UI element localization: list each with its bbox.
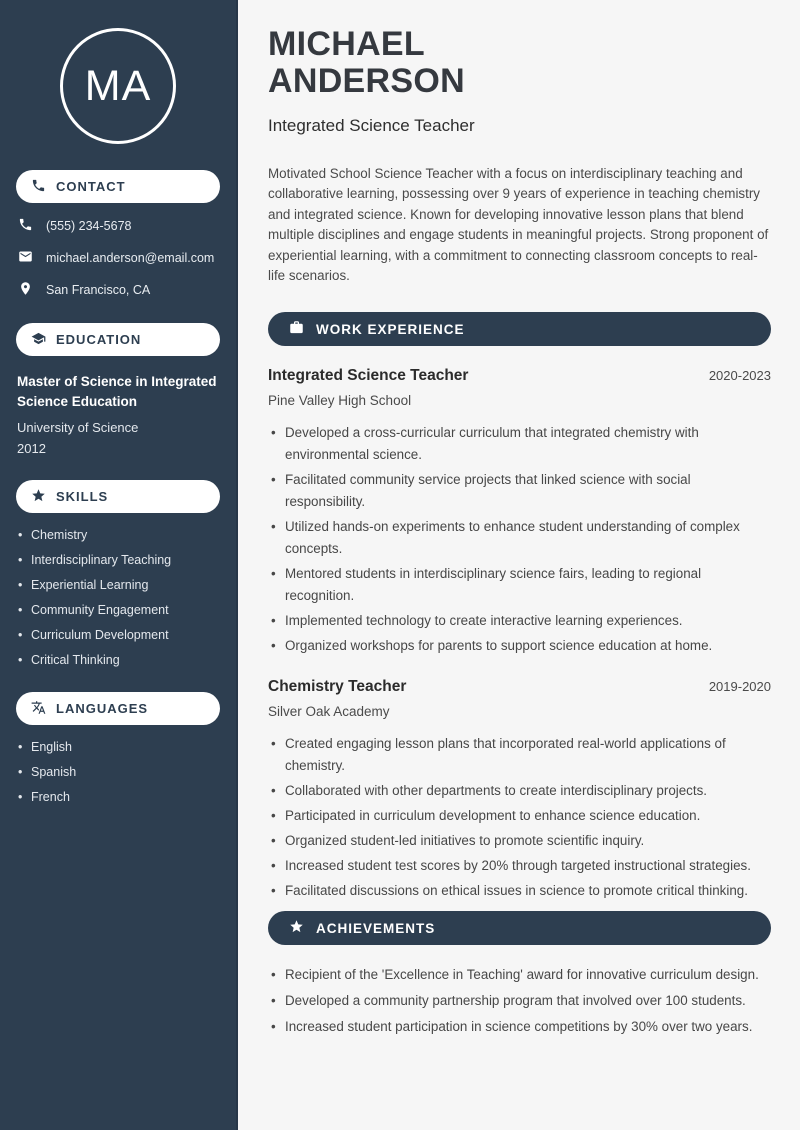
language-item: • French — [18, 790, 222, 805]
job-header — [268, 678, 771, 696]
job-bullet: • Collaborated with other departments to create interdisciplinary projects. — [268, 780, 771, 802]
achievement-item: • Recipient of the 'Excellence in Teaching' award for innovative curriculum design. — [268, 964, 771, 986]
skills-section-title: SKILLS — [56, 489, 109, 504]
skill-item: • Experiential Learning — [18, 578, 222, 593]
skills-section — [0, 480, 236, 668]
job-dates: 2020-2023 — [708, 368, 771, 384]
sidebar — [0, 0, 238, 1130]
contact-email-text: michael.anderson@email.com — [46, 251, 215, 265]
main-content — [238, 0, 800, 1130]
location-icon — [18, 281, 33, 299]
job-bullet: • Developed a cross-curricular curriculum that integrated chemistry with environmental science. — [268, 422, 771, 466]
contact-phone-text: (555) 234-5678 — [46, 219, 132, 233]
avatar-initials: MA — [84, 61, 152, 110]
avatar — [60, 28, 176, 144]
job-company: Silver Oak Academy — [268, 704, 390, 720]
contact-section-header — [16, 170, 220, 203]
skills-section-header — [16, 480, 220, 513]
education-degree: Master of Science in Integrated Science Education — [17, 374, 217, 409]
job-entry — [268, 367, 771, 657]
achievements-list — [268, 964, 771, 1038]
job-bullet: • Implemented technology to create interactive learning experiences. — [268, 610, 771, 632]
skill-item: • Critical Thinking — [18, 653, 222, 668]
job-bullet: • Facilitated discussions on ethical issues in science to promote critical thinking. — [268, 880, 771, 902]
job-bullet: • Mentored students in interdisciplinary science fairs, leading to regional recognition. — [268, 563, 771, 607]
job-title: Chemistry Teacher — [268, 678, 407, 696]
person-job-title: Integrated Science Teacher — [268, 116, 475, 135]
skill-item: • Community Engagement — [18, 603, 222, 618]
education-section-title: EDUCATION — [56, 332, 142, 347]
languages-section — [0, 692, 236, 805]
work-experience-section-header — [268, 312, 771, 346]
education-school: University of Science — [17, 420, 139, 435]
contact-location-text: San Francisco, CA — [46, 283, 151, 297]
contact-section — [0, 170, 236, 299]
skill-item: • Chemistry — [18, 528, 222, 543]
graduation-cap-icon — [31, 331, 46, 349]
education-section-header — [16, 323, 220, 356]
education-entry — [0, 356, 236, 456]
briefcase-icon — [289, 320, 304, 338]
person-name — [268, 26, 771, 100]
contact-item-phone — [0, 217, 236, 235]
job-bullet: • Facilitated community service projects that linked science with social responsibility. — [268, 469, 771, 513]
achievements-section-header — [268, 911, 771, 945]
job-company: Pine Valley High School — [268, 393, 412, 409]
person-name-line1: MICHAEL — [268, 25, 425, 63]
languages-section-header — [16, 692, 220, 725]
job-bullet-list — [268, 733, 771, 902]
education-year: 2012 — [17, 441, 46, 456]
phone-icon — [18, 217, 33, 235]
job-bullet: • Organized student-led initiatives to promote scientific inquiry. — [268, 830, 771, 852]
skill-item: • Interdisciplinary Teaching — [18, 553, 222, 568]
job-entry — [268, 678, 771, 902]
job-header — [268, 367, 771, 385]
job-title: Integrated Science Teacher — [268, 367, 469, 385]
languages-section-title: LANGUAGES — [56, 701, 149, 716]
contact-item-location — [0, 281, 236, 299]
language-item: • Spanish — [18, 765, 222, 780]
job-bullet: • Organized workshops for parents to support science education at home. — [268, 635, 771, 657]
star-icon — [31, 488, 46, 506]
job-dates: 2019-2020 — [708, 679, 771, 695]
languages-list — [0, 740, 236, 805]
work-experience-section-title: WORK EXPERIENCE — [316, 321, 465, 337]
contact-section-title: CONTACT — [56, 179, 126, 194]
contact-list — [0, 217, 236, 299]
email-icon — [18, 249, 33, 267]
job-bullet: • Created engaging lesson plans that incorporated real-world applications of chemistry. — [268, 733, 771, 777]
job-bullet: • Increased student test scores by 20% through targeted instructional strategies. — [268, 855, 771, 877]
language-item: • English — [18, 740, 222, 755]
contact-item-email — [0, 249, 236, 267]
job-bullet: • Utilized hands-on experiments to enhance student understanding of complex concepts. — [268, 516, 771, 560]
star-icon — [289, 919, 304, 937]
achievement-item: • Developed a community partnership program that involved over 100 students. — [268, 990, 771, 1012]
skills-list — [0, 528, 236, 668]
job-bullet-list — [268, 422, 771, 657]
translate-icon — [31, 700, 46, 718]
achievement-item: • Increased student participation in science competitions by 30% over two years. — [268, 1016, 771, 1038]
education-section — [0, 323, 236, 456]
person-name-line2: ANDERSON — [268, 62, 465, 100]
achievements-section-title: ACHIEVEMENTS — [316, 920, 436, 936]
phone-icon — [31, 178, 46, 196]
skill-item: • Curriculum Development — [18, 628, 222, 643]
summary-paragraph: Motivated School Science Teacher with a focus on interdisciplinary teaching and collaborative learning, possessing over 9 years of experience in teaching chemistry and integrated science. Known for developing innovative lesson plans that blend multiple disciplines and engage students in meaningful projects. Strong proponent of experiential learning, with a commitment to connecting classroom concepts to real-life scenarios. — [268, 166, 769, 284]
job-bullet: • Participated in curriculum development to enhance science education. — [268, 805, 771, 827]
